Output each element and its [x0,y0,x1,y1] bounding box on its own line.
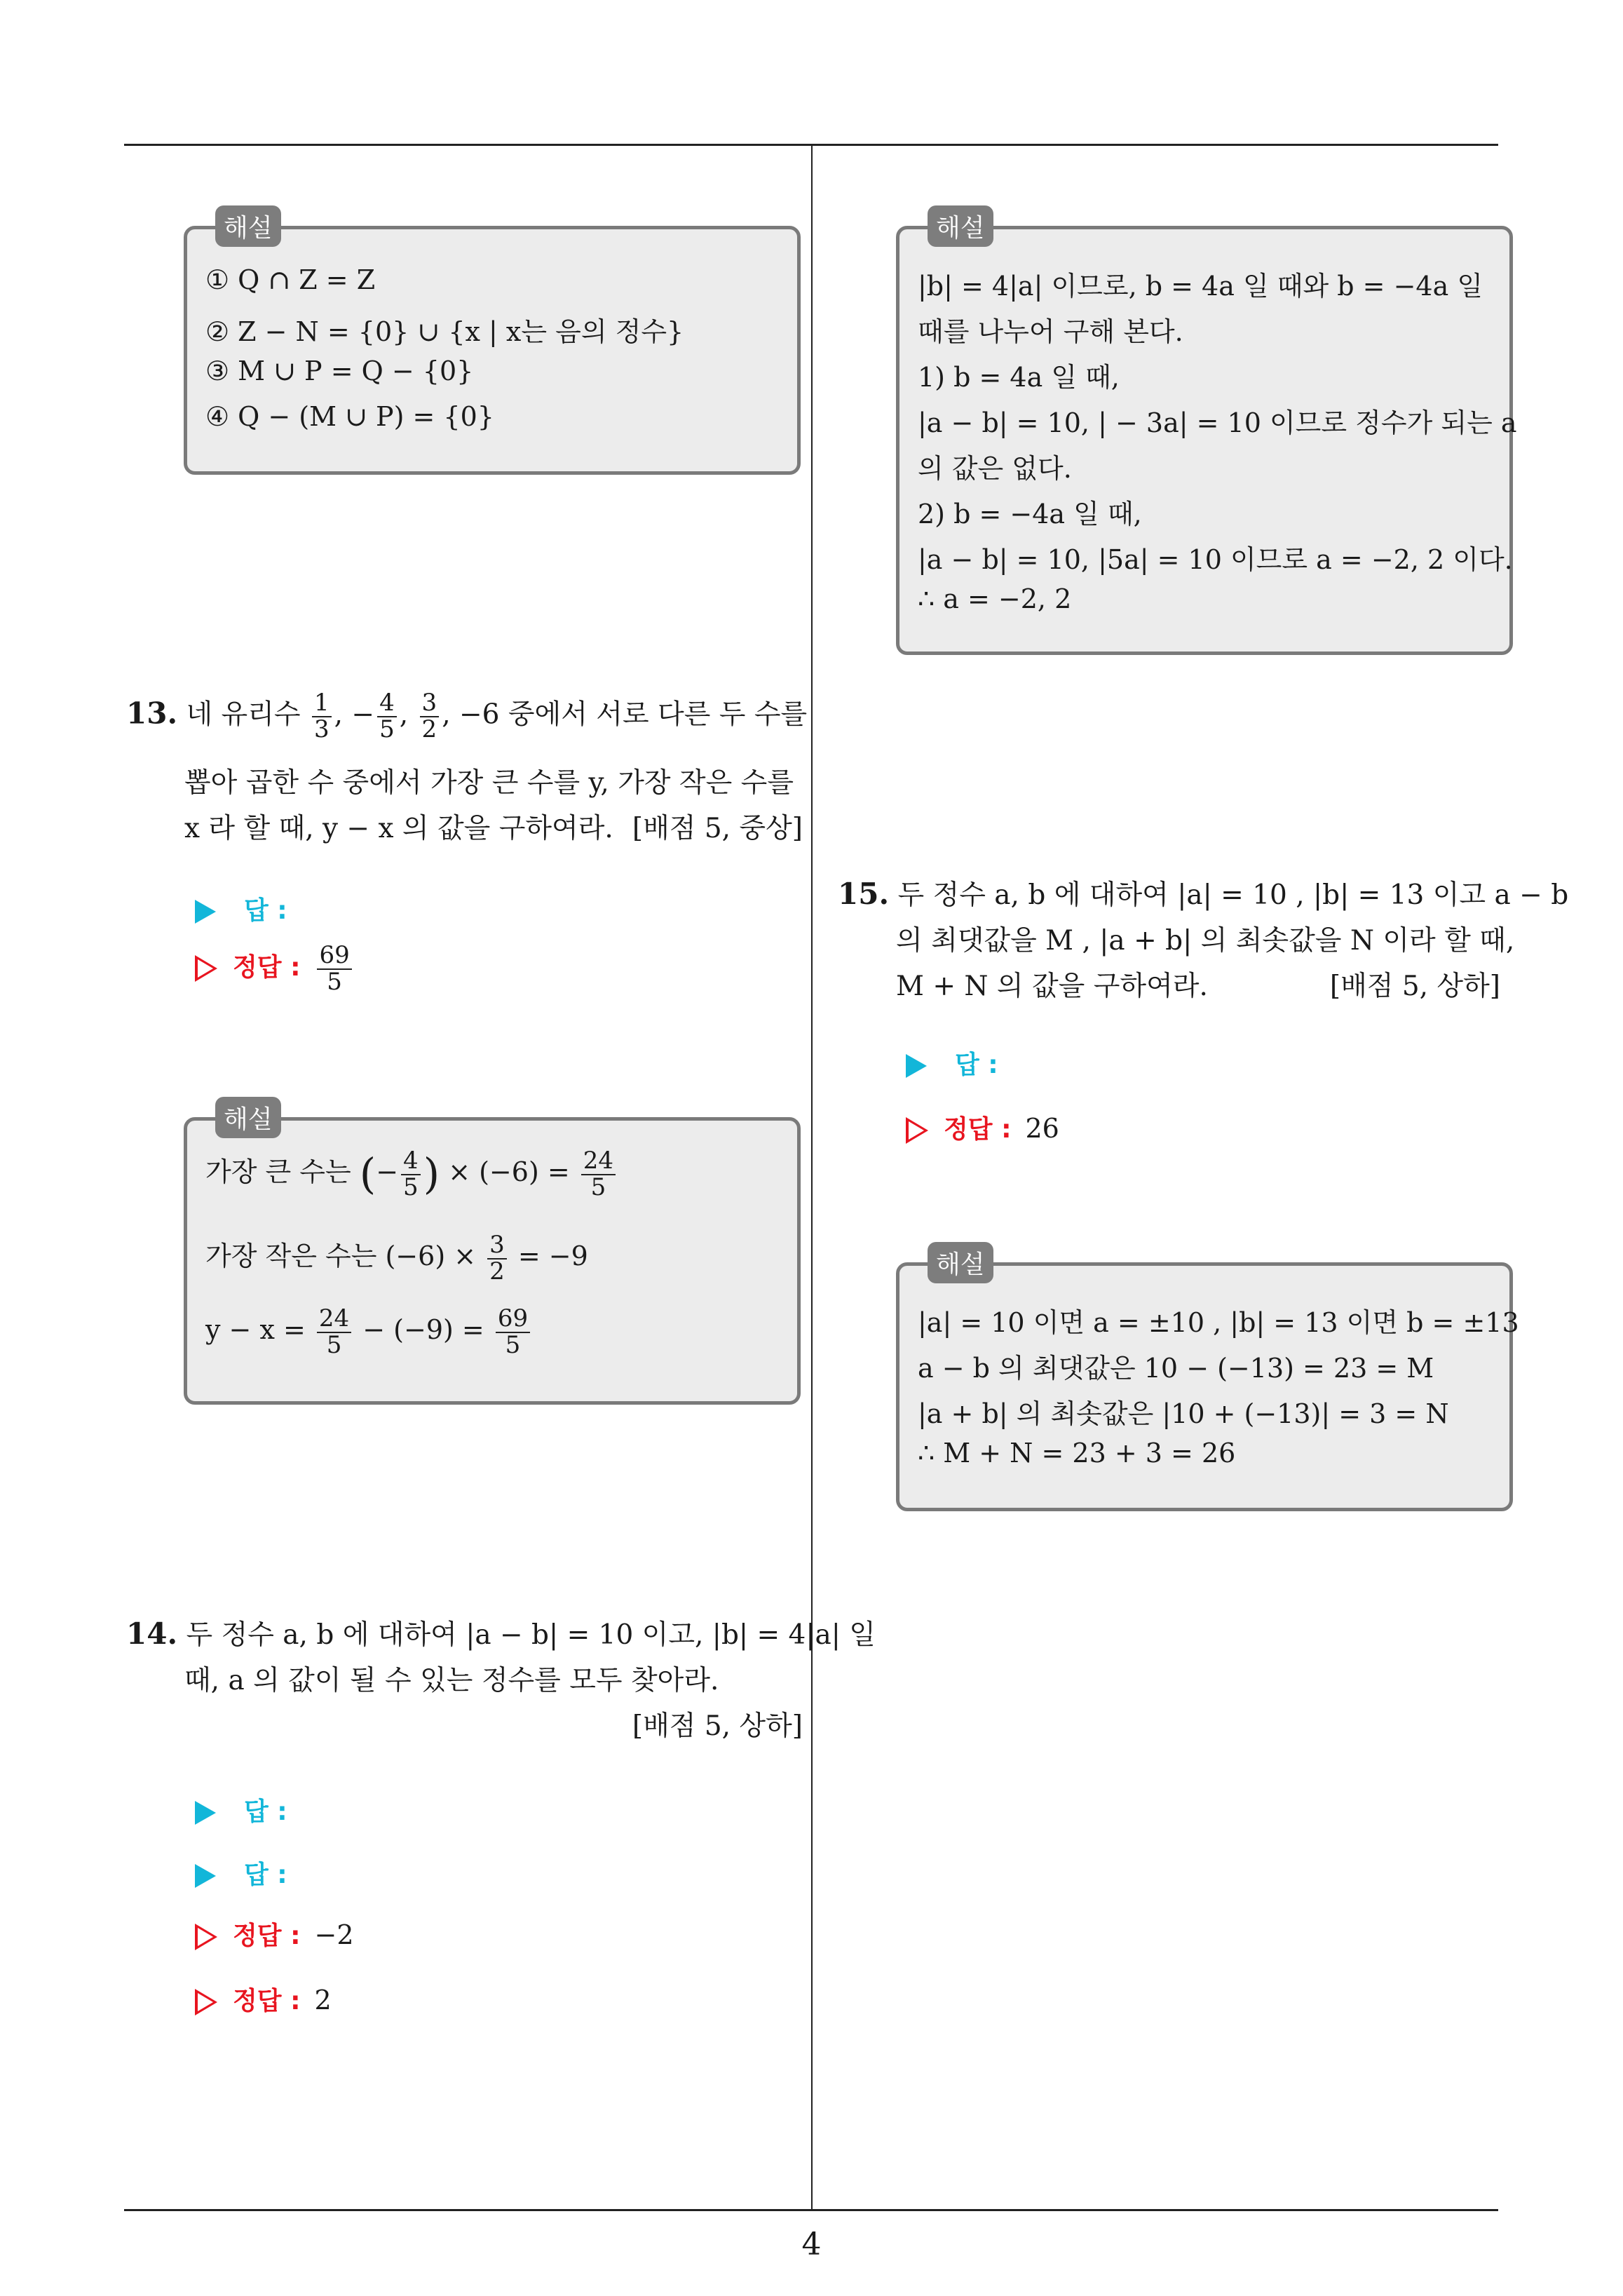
play-triangle-icon [906,1054,927,1078]
explanation-line: ① Q ∩ Z = Z [205,264,376,295]
question-14-line-2: 때, a 의 값이 될 수 있는 정수를 모두 찾아라. [184,1665,719,1696]
play-triangle-icon [195,1864,216,1888]
explanation-line: y − x = $\frac{24}{5}$ − (−9) = $\frac{69}{5}$ [205,1306,533,1358]
explanation-line: |a| = 10 이면 a = ±10 , |b| = 13 이면 b = ±13 [918,1307,1519,1338]
points-label: [배점 5, 상하] [1329,971,1500,1002]
correct-answer-row-14b: 정답 : 2 [195,1981,332,2017]
explanation-line: 1) b = 4a 일 때, [918,362,1120,393]
play-triangle-icon [195,900,216,924]
explanation-line: 2) b = −4a 일 때, [918,499,1142,529]
question-15-line-1: 15. 두 정수 a, b 에 대하여 |a| = 10 , |b| = 13 이고 a − b [838,877,1569,911]
explanation-box-13 [184,1105,801,1405]
question-15-line-3: M + N 의 값을 구하여라. [896,971,1208,1002]
answer-row-14a: 답 : [195,1792,287,1828]
explanation-line: |b| = 4|a| 이므로, b = 4a 일 때와 b = −4a 일 [918,271,1483,302]
question-13-line-1: 13. 네 유리수 $\frac{1}{3}$ , − $\frac{4}{5}$ , $\frac{3}{2}$ , −6 중에서 서로 다른 두 수를 [126,689,808,743]
explanation-line: 가장 작은 수는 (−6) × $\frac{3}{2}$ = −9 [205,1231,588,1285]
bottom-rule [124,2209,1498,2211]
correct-answer-value: $\frac{69}{5}$ [317,943,351,994]
outline-triangle-icon [906,1117,928,1144]
page-number: 4 [801,2227,822,2262]
explanation-line: |a − b| = 10, | − 3a| = 10 이므로 정수가 되는 a [918,407,1517,438]
explanation-line: ④ Q − (M ∪ P) = {0} [205,401,494,432]
question-14-line-1: 14. 두 정수 a, b 에 대하여 |a − b| = 10 이고, |b| = 4|a| 일 [126,1616,876,1651]
question-number: 15. [838,877,890,911]
column-divider [811,145,813,2209]
fraction: $\frac{1}{3}$ [312,691,332,742]
correct-answer-value: 26 [1025,1113,1059,1144]
explanation-tag: 해설 [215,205,281,247]
explanation-line: 때를 나누어 구해 본다. [918,316,1183,347]
question-13-line-2: 뽑아 곱한 수 중에서 가장 큰 수를 y, 가장 작은 수를 [184,767,794,799]
explanation-tag: 해설 [215,1097,281,1138]
question-15-line-2: 의 최댓값을 M , |a + b| 의 최솟값을 N 이라 할 때, [896,925,1515,957]
explanation-line: ③ M ∪ P = Q − {0} [205,356,474,386]
answer-row-13: 답 : [195,891,287,926]
explanation-box-15 [896,1250,1519,1511]
points-label: [배점 5, 상하] [632,1710,803,1742]
answer-row-14b: 답 : [195,1855,287,1891]
correct-answer-row-15: 정답 : 26 [906,1109,1059,1145]
answer-row-15: 답 : [906,1045,998,1081]
explanation-line: a − b 의 최댓값은 10 − (−13) = 23 = M [918,1353,1434,1384]
explanation-box-14 [896,214,1517,655]
explanation-line: 의 값은 없다. [918,453,1072,484]
correct-answer-row-13: 정답 : $\frac{69}{5}$ [195,943,355,994]
explanation-line: 가장 큰 수는 (− $\frac{4}{5}$ ) × (−6) = $\frac{24}{5}$ [205,1149,618,1200]
explanation-tag: 해설 [928,1242,993,1283]
outline-triangle-icon [195,1989,217,2015]
explanation-tag: 해설 [928,205,993,247]
fraction: $\frac{4}{5}$ [377,691,397,742]
question-number: 14. [126,1616,178,1651]
explanation-line: |a − b| = 10, |5a| = 10 이므로 a = −2, 2 이다. [918,544,1513,575]
correct-answer-row-14a: 정답 : −2 [195,1916,354,1952]
explanation-line: ∴ a = −2, 2 [918,583,1072,614]
correct-answer-value: −2 [314,1919,354,1950]
fraction: $\frac{3}{2}$ [420,691,440,742]
points-label: [배점 5, 중상] [632,813,803,844]
play-triangle-icon [195,1801,216,1825]
explanation-line: |a + b| 의 최솟값은 |10 + (−13)| = 3 = N [918,1398,1449,1429]
question-13-line-3: x 라 할 때, y − x 의 값을 구하여라. [184,813,613,844]
question-number: 13. [126,696,178,731]
outline-triangle-icon [195,955,217,982]
explanation-line: ② Z − N = {0} ∪ {x | x는 음의 정수} [205,316,684,347]
correct-answer-value: 2 [314,1985,332,2015]
explanation-line: ∴ M + N = 23 + 3 = 26 [918,1438,1236,1468]
outline-triangle-icon [195,1924,217,1950]
explanation-box-12 [184,214,801,475]
